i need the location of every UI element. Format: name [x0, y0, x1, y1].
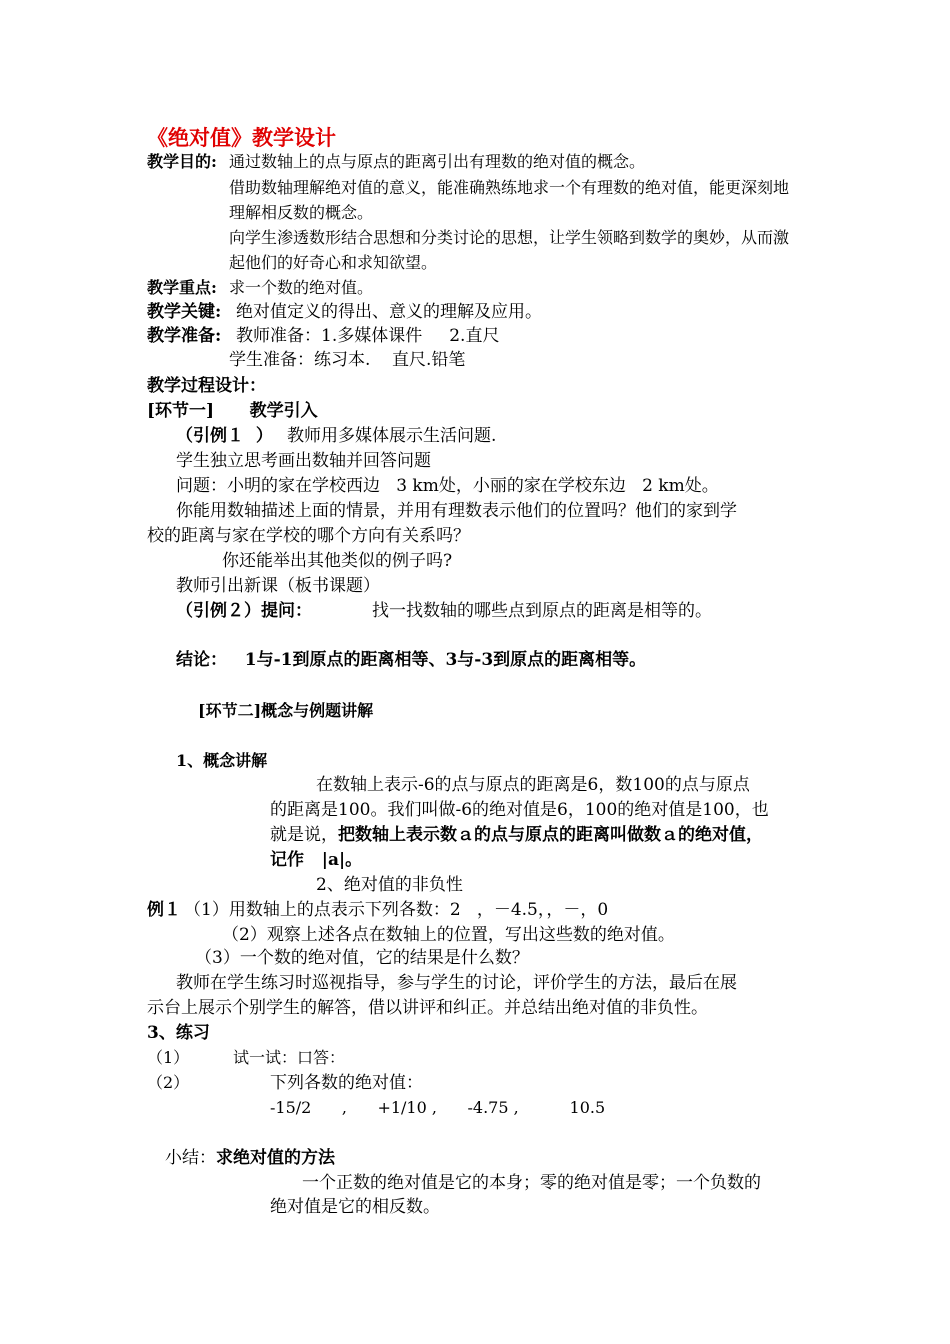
concept-line-2: 的距离是100。我们叫做-6的绝对值是6，100的绝对值是100，也 — [270, 800, 769, 820]
teacher-line-1: 教师在学生练习时巡视指导，参与学生的讨论，评价学生的方法，最后在展 — [176, 973, 737, 993]
concept-line-3-plain: 就是说， — [270, 825, 338, 845]
non-negativity-title: 2、绝对值的非负性 — [316, 875, 463, 895]
example-item-3: （3）一个数的绝对值，它的结果是什么数？ — [195, 948, 529, 968]
example-item-2: （2）观察上述各点在数轴上的位置，写出这些数的绝对值。 — [222, 925, 675, 945]
concept-line-3 — [270, 827, 763, 844]
practice-1-text: 试一试：口答： — [233, 1048, 346, 1067]
page-title: 《绝对值》教学设计 — [147, 125, 336, 150]
section-2-header: [环节二]概念与例题讲解 — [198, 701, 374, 720]
concept-title: 1、概念讲解 — [176, 751, 268, 770]
process-label: 教学过程设计： — [147, 376, 266, 396]
concept-line-4: 记作 |a|。 — [270, 850, 363, 870]
summary-line-1: 一个正数的绝对值是它的本身；零的绝对值是零；一个负数的 — [302, 1173, 761, 1193]
teacher-line-2: 示台上展示个别学生的解答，借以讲评和纠正。并总结出绝对值的非负性。 — [147, 998, 708, 1018]
section-1-line-f: 教师引出新课（板书课题） — [176, 576, 380, 596]
preparation-label: 教学准备: — [147, 326, 222, 346]
practice-2-values: -15/2 , +1/10 , -4.75 , 10.5 — [270, 1098, 606, 1117]
objectives-label: 教学目的: — [147, 152, 217, 171]
section-1-line-c: 你能用数轴描述上面的情景，并用有理数表示他们的位置吗？他们的家到学 — [176, 501, 737, 521]
example-1-text: 教师用多媒体展示生活问题. — [287, 426, 497, 446]
section-1-line-e: 你还能举出其他类似的例子吗? — [222, 551, 453, 571]
objectives-line-5: 起他们的好奇心和求知欲望。 — [229, 253, 438, 272]
summary-prefix: 小结： — [165, 1148, 216, 1168]
key-point-label: 教学重点: — [147, 278, 217, 297]
example-2-label: （引例２）提问： — [176, 601, 312, 621]
example-label: 例１ — [147, 900, 181, 920]
concept-line-1: 在数轴上表示-6的点与原点的距离是6，数100的点与原点 — [316, 775, 750, 795]
section-1-header: [环节一] 教学引入 — [147, 401, 318, 421]
summary-title: 求绝对值的方法 — [216, 1148, 335, 1168]
objectives-line-2: 借助数轴理解绝对值的意义，能准确熟练地求一个有理数的绝对值，能更深刻地 — [229, 178, 790, 197]
key-point-text: 求一个数的绝对值。 — [229, 278, 374, 297]
summary-label — [165, 1150, 335, 1167]
summary-line-2: 绝对值是它的相反数。 — [270, 1197, 440, 1217]
example-item-1: （1）用数轴上的点表示下列各数：2 ，－4.5，，－，0 — [184, 900, 609, 920]
objectives-line-4: 向学生渗透数形结合思想和分类讨论的思想，让学生领略到数学的奥妙，从而激 — [229, 228, 790, 247]
section-1-line-d: 校的距离与家在学校的哪个方向有关系吗？ — [147, 526, 470, 546]
preparation-student: 学生准备：练习本. 直尺.铅笔 — [229, 350, 466, 370]
section-1-line-b: 问题：小明的家在学校西边 3 km处，小丽的家在学校东边 2 km处。 — [176, 476, 719, 496]
preparation-teacher: 教师准备：1.多媒体课件 2.直尺 — [236, 326, 500, 346]
practice-1-number: （1） — [147, 1048, 190, 1067]
key-crux-text: 绝对值定义的得出、意义的理解及应用。 — [236, 302, 542, 322]
objectives-line-3: 理解相反数的概念。 — [229, 203, 374, 222]
absolute-value-definition: 把数轴上表示数ａ的点与原点的距离叫做数ａ的绝对值， — [338, 825, 763, 845]
key-crux-label: 教学关键: — [147, 302, 222, 322]
practice-title: 3、练习 — [147, 1023, 210, 1043]
objectives-line-1: 通过数轴上的点与原点的距离引出有理数的绝对值的概念。 — [229, 152, 646, 171]
section-1-line-a: 学生独立思考画出数轴并回答问题 — [176, 451, 431, 471]
conclusion: 结论： 1与-1到原点的距离相等、3与-3到原点的距离相等。 — [176, 650, 647, 670]
example-1-label: （引例１ ） — [176, 426, 273, 446]
example-2-text: 找一找数轴的哪些点到原点的距离是相等的。 — [372, 601, 712, 621]
practice-2-number: （2） — [147, 1073, 190, 1092]
practice-2-text: 下列各数的绝对值： — [270, 1073, 423, 1093]
